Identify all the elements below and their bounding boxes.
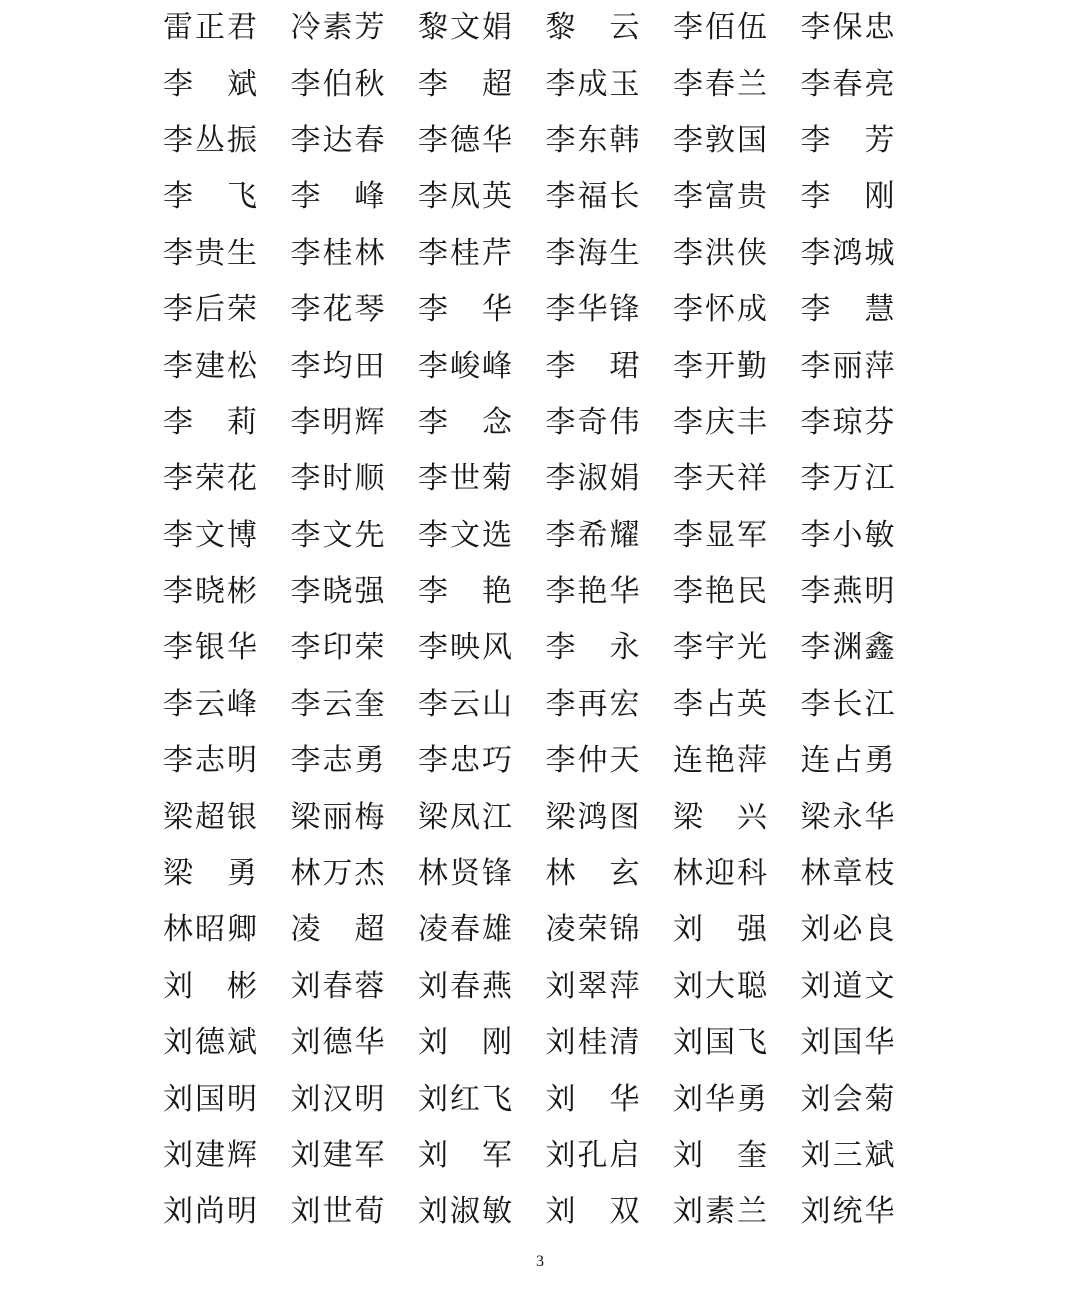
- name-cell: 李世菊: [418, 462, 514, 496]
- name-cell: 林昭卿: [163, 913, 259, 947]
- name-cell: 李 超: [418, 67, 514, 101]
- name-cell: 李丛振: [163, 123, 259, 157]
- name-cell: 刘德斌: [163, 1026, 259, 1060]
- name-cell: 李 峰: [290, 180, 387, 214]
- page-number: 3: [536, 1253, 544, 1270]
- name-cell: 李怀成: [673, 293, 769, 327]
- name-cell: 刘德华: [290, 1026, 387, 1060]
- name-cell: 刘 彬: [163, 969, 259, 1003]
- name-cell: 李万江: [800, 462, 897, 496]
- name-cell: 刘汉明: [290, 1082, 387, 1116]
- name-cell: 李时顺: [290, 462, 387, 496]
- name-cell: 梁 勇: [163, 857, 259, 891]
- name-cell: 李银华: [163, 631, 259, 665]
- name-cell: 刘必良: [800, 913, 897, 947]
- name-cell: 李佰伍: [673, 11, 769, 45]
- name-cell: 李鸿城: [800, 236, 897, 270]
- name-cell: 李庆丰: [673, 405, 769, 439]
- name-cell: 刘统华: [800, 1195, 897, 1229]
- name-cell: 梁凤江: [418, 800, 514, 834]
- name-cell: 刘会菊: [800, 1082, 897, 1116]
- name-cell: 李春亮: [800, 67, 897, 101]
- name-cell: 李福长: [545, 180, 642, 214]
- names-grid: [163, 0, 928, 1241]
- name-cell: 刘道文: [800, 969, 897, 1003]
- name-cell: 刘红飞: [418, 1082, 514, 1116]
- name-cell: 李燕明: [800, 575, 897, 609]
- name-cell: 李东韩: [545, 123, 642, 157]
- name-cell: 李荣花: [163, 462, 259, 496]
- name-cell: 李伯秋: [290, 67, 387, 101]
- name-cell: 李淑娟: [545, 462, 642, 496]
- name-cell: 李 珺: [545, 349, 642, 383]
- name-cell: 李文博: [163, 518, 259, 552]
- name-cell: 凌荣锦: [545, 913, 642, 947]
- name-cell: 李晓强: [290, 575, 387, 609]
- name-cell: 李凤英: [418, 180, 514, 214]
- name-cell: 李 芳: [800, 123, 897, 157]
- name-cell: 梁 兴: [673, 800, 769, 834]
- name-cell: 李 念: [418, 405, 514, 439]
- name-cell: 李 莉: [163, 405, 259, 439]
- name-cell: 李文先: [290, 518, 387, 552]
- name-cell: 李丽萍: [800, 349, 897, 383]
- name-cell: 刘淑敏: [418, 1195, 514, 1229]
- name-cell: 李 飞: [163, 180, 259, 214]
- name-cell: 梁丽梅: [290, 800, 387, 834]
- name-cell: 刘 奎: [673, 1139, 769, 1172]
- name-cell: 李后荣: [163, 293, 259, 327]
- name-cell: 李 永: [545, 631, 642, 665]
- name-cell: 李志勇: [290, 744, 387, 778]
- name-cell: 李云奎: [290, 687, 387, 721]
- name-cell: 李文选: [418, 518, 514, 552]
- name-cell: 连艳萍: [673, 744, 769, 778]
- name-cell: 李敦国: [673, 123, 769, 157]
- name-cell: 李云峰: [163, 687, 259, 721]
- name-cell: 凌春雄: [418, 913, 514, 947]
- name-cell: 李花琴: [290, 293, 387, 327]
- name-cell: 李天祥: [673, 462, 769, 496]
- name-cell: 李小敏: [800, 518, 897, 552]
- name-cell: 黎 云: [545, 11, 642, 45]
- name-cell: 李宇光: [673, 631, 769, 665]
- name-cell: 李 斌: [163, 67, 259, 101]
- name-cell: 李桂芹: [418, 236, 514, 270]
- name-cell: 李 华: [418, 293, 514, 327]
- name-cell: 刘 双: [545, 1195, 642, 1229]
- name-cell: 林 玄: [545, 857, 642, 891]
- name-cell: 李云山: [418, 687, 514, 721]
- name-cell: 凌 超: [290, 913, 387, 947]
- name-cell: 刘春燕: [418, 969, 514, 1003]
- name-cell: 刘桂清: [545, 1026, 642, 1060]
- name-cell: 刘素兰: [673, 1195, 769, 1229]
- name-cell: 林贤锋: [418, 857, 514, 891]
- name-cell: 李明辉: [290, 405, 387, 439]
- name-cell: 刘翠萍: [545, 969, 642, 1003]
- name-cell: 刘大聪: [673, 969, 769, 1003]
- name-cell: 李海生: [545, 236, 642, 270]
- name-cell: 刘国明: [163, 1082, 259, 1116]
- name-cell: 林迎科: [673, 857, 769, 891]
- name-cell: 刘 刚: [418, 1026, 514, 1060]
- name-cell: 刘国华: [800, 1026, 897, 1060]
- name-cell: 梁鸿图: [545, 800, 642, 834]
- name-cell: 李希耀: [545, 518, 642, 552]
- name-cell: 李 刚: [800, 180, 897, 214]
- name-cell: 李春兰: [673, 67, 769, 101]
- name-cell: 李桂林: [290, 236, 387, 270]
- name-cell: 李富贵: [673, 180, 769, 214]
- name-cell: 刘春蓉: [290, 969, 387, 1003]
- name-cell: 李志明: [163, 744, 259, 778]
- name-cell: 刘建辉: [163, 1139, 259, 1172]
- name-cell: 刘世荀: [290, 1195, 387, 1229]
- name-cell: 李德华: [418, 123, 514, 157]
- name-cell: 刘三斌: [800, 1139, 897, 1172]
- name-cell: 李开勤: [673, 349, 769, 383]
- name-cell: 梁永华: [800, 800, 897, 834]
- name-cell: 李奇伟: [545, 405, 642, 439]
- name-cell: 刘建军: [290, 1139, 387, 1172]
- name-cell: 李琼芬: [800, 405, 897, 439]
- name-cell: 李显军: [673, 518, 769, 552]
- name-cell: 刘华勇: [673, 1082, 769, 1116]
- name-cell: 李成玉: [545, 67, 642, 101]
- name-cell: 刘国飞: [673, 1026, 769, 1060]
- name-cell: 李映风: [418, 631, 514, 665]
- name-cell: 李晓彬: [163, 575, 259, 609]
- name-cell: 李均田: [290, 349, 387, 383]
- name-cell: 刘孔启: [545, 1139, 642, 1172]
- name-cell: 李 慧: [800, 293, 897, 327]
- name-cell: 李忠巧: [418, 744, 514, 778]
- name-cell: 李渊鑫: [800, 631, 897, 665]
- name-cell: 李贵生: [163, 236, 259, 270]
- name-cell: 林万杰: [290, 857, 387, 891]
- name-cell: 李 艳: [418, 575, 514, 609]
- name-cell: 刘 强: [673, 913, 769, 947]
- name-cell: 连占勇: [800, 744, 897, 778]
- name-cell: 林章枝: [800, 857, 897, 891]
- name-cell: 李长江: [800, 687, 897, 721]
- name-cell: 李再宏: [545, 687, 642, 721]
- name-cell: 梁超银: [163, 800, 259, 834]
- name-cell: 黎文娟: [418, 11, 514, 45]
- name-cell: 李占英: [673, 687, 769, 721]
- name-cell: 李建松: [163, 349, 259, 383]
- name-cell: 雷正君: [163, 11, 259, 45]
- name-cell: 李仲天: [545, 744, 642, 778]
- name-cell: 李华锋: [545, 293, 642, 327]
- name-cell: 李保忠: [800, 11, 897, 45]
- name-cell: 刘 军: [418, 1139, 514, 1172]
- name-cell: 李达春: [290, 123, 387, 157]
- name-cell: 刘 华: [545, 1082, 642, 1116]
- name-cell: 李艳华: [545, 575, 642, 609]
- name-cell: 刘尚明: [163, 1195, 259, 1229]
- name-cell: 李峻峰: [418, 349, 514, 383]
- name-cell: 李洪侠: [673, 236, 769, 270]
- name-cell: 冷素芳: [290, 11, 387, 45]
- name-cell: 李艳民: [673, 575, 769, 609]
- name-cell: 李印荣: [290, 631, 387, 665]
